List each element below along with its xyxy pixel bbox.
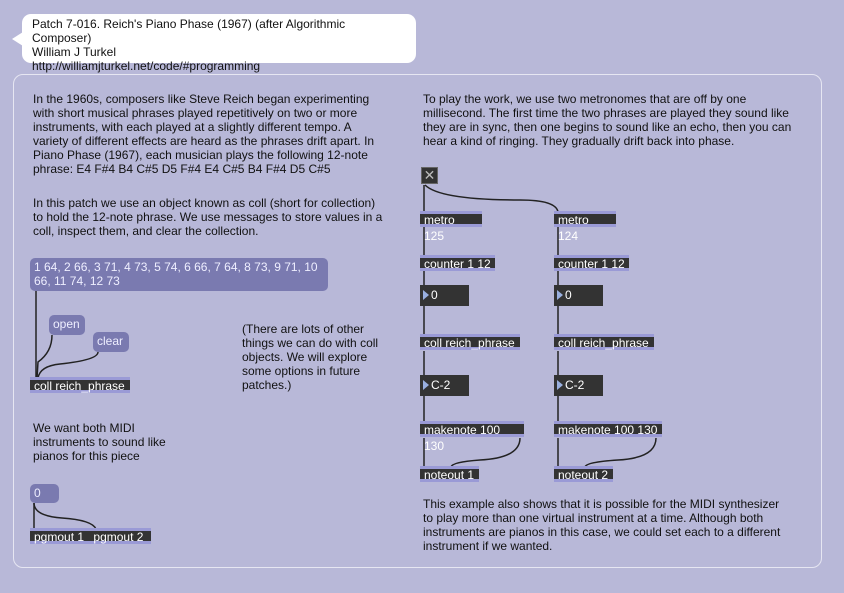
note-b-value: C-2 — [565, 378, 585, 392]
open-message[interactable]: open — [49, 315, 85, 335]
midi-comment: We want both MIDI instruments to sound like pianos for this piece — [33, 421, 166, 463]
play-comment: To play the work, we use two metronomes that are off by one millisecond. The first time the two phrases are played they sound like they are in sync, then one begins to sound like an echo, then you can hear a kind of ringing. They gradually drift back into phase. — [423, 92, 792, 148]
noteout-2-object[interactable] — [554, 466, 613, 482]
intro-comment: In the 1960s, composers like Steve Reich began experimenting with short musical phrases played repetitively on two or more instruments, with each played at a slightly different tempo. A variety of different effects are heard as the phrases drift apart. In Piano Phase (1967), each musician plays the following 12-note phrase: E4 F#4 B4 C#5 D5 F#4 E4 C#5 B4 F#4 D5 C#5 — [33, 92, 375, 176]
count-a-number[interactable] — [420, 285, 469, 306]
toggle-x-icon: ✕ — [423, 167, 436, 183]
makenote-a-object[interactable] — [420, 421, 524, 453]
metro-a-label: metro 125 — [424, 213, 455, 243]
coll-left-label: coll reich_phrase — [34, 379, 125, 393]
noteout-a-label: noteout 1 — [424, 468, 475, 482]
patch-author: William J Turkel — [32, 45, 117, 59]
program-number-box[interactable]: 0 — [30, 484, 59, 503]
patch-title: Patch 7-016. Reich's Piano Phase (1967) (after Algorithmic Composer) — [32, 17, 346, 45]
metro-125-object[interactable] — [420, 211, 482, 243]
coll-comment: In this patch we use an object known as coll (short for collection) to hold the 12-note phrase. We use messages to store values in a coll, inspect them, and clear the collection. — [33, 196, 383, 238]
count-b-value: 0 — [565, 288, 572, 302]
coll-b-object[interactable] — [554, 334, 654, 350]
counter-a-object[interactable] — [420, 255, 495, 271]
coll-b-label: coll reich_phrase — [558, 336, 649, 350]
makenote-b-label: makenote 100 130 — [558, 423, 658, 437]
counter-a-label: counter 1 12 — [424, 257, 491, 271]
makenote-a-label: makenote 100 130 — [424, 423, 501, 453]
pgmout-objects[interactable] — [30, 528, 151, 544]
number-arrow-icon — [557, 290, 563, 300]
number-arrow-icon — [423, 290, 429, 300]
coll-object-left[interactable] — [30, 377, 130, 393]
patch-url[interactable]: http://williamjturkel.net/code/#programming — [32, 59, 261, 73]
pgmout2-label: pgmout 2 — [93, 530, 144, 544]
count-b-number[interactable] — [554, 285, 603, 306]
metro-124-object[interactable] — [554, 211, 616, 243]
note-b-number[interactable] — [554, 375, 603, 396]
coll-a-object[interactable] — [420, 334, 520, 350]
pgmout1-label: pgmout 1 — [34, 530, 85, 544]
noteout-b-label: noteout 2 — [558, 468, 609, 482]
noteout-1-object[interactable] — [420, 466, 479, 482]
makenote-b-object[interactable] — [554, 421, 662, 437]
patch-header-bubble — [22, 14, 416, 73]
counter-b-label: counter 1 12 — [558, 257, 625, 271]
number-arrow-icon — [423, 380, 429, 390]
other-options-comment: (There are lots of other things we can do with coll objects. We will explore some options in future patches.) — [242, 322, 379, 392]
start-toggle[interactable] — [421, 167, 438, 184]
coll-a-label: coll reich_phrase — [424, 336, 515, 350]
multi-instrument-comment: This example also shows that it is possible for the MIDI synthesizer to play more than one virtual instrument at a time. Although both instruments are pianos in this case, we could set each to a different instrument if we wanted. — [423, 497, 781, 553]
clear-message[interactable]: clear — [93, 332, 129, 352]
number-arrow-icon — [557, 380, 563, 390]
note-a-number[interactable] — [420, 375, 469, 396]
count-a-value: 0 — [431, 288, 438, 302]
metro-b-label: metro 124 — [558, 213, 589, 243]
note-a-value: C-2 — [431, 378, 451, 392]
counter-b-object[interactable] — [554, 255, 629, 271]
phrase-data-message[interactable]: 1 64, 2 66, 3 71, 4 73, 5 74, 6 66, 7 64, 8 73, 9 71, 10 66, 11 74, 12 73 — [30, 258, 328, 291]
